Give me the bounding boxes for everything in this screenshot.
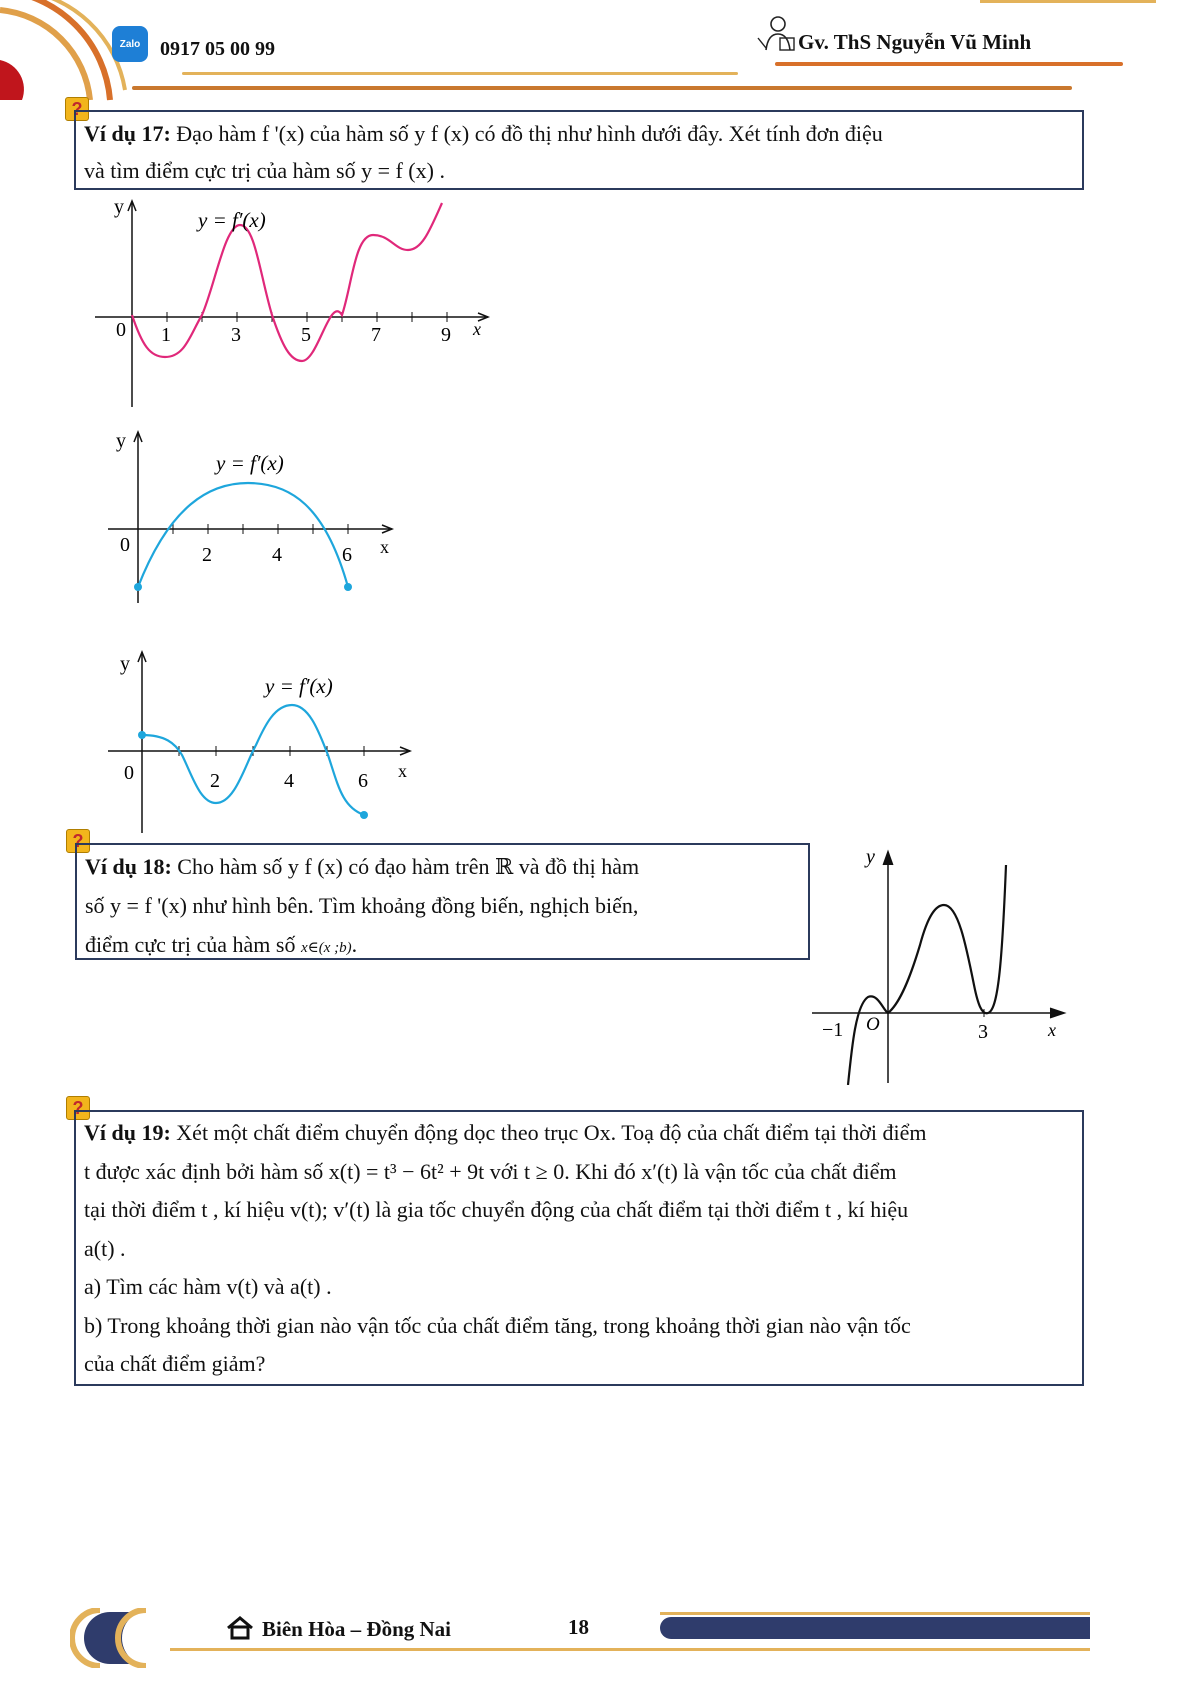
graph-4-y-arrow — [883, 851, 893, 865]
graph-3-title: y = f′(x) — [265, 674, 333, 698]
graph-3-endpoint-right — [360, 811, 368, 819]
graph-2-tick-6: 6 — [342, 544, 352, 566]
footer-location: Biên Hòa – Đồng Nai — [262, 1617, 452, 1641]
graph-2-endpoint-right — [344, 583, 352, 591]
example-19-line-3: tại thời điểm t , kí hiệu v(t); v′(t) là gia tốc chuyển động của chất điểm tại thời điểm t , kí hiệu — [84, 1197, 909, 1222]
example-18-line-3 — [85, 925, 800, 968]
graph-3-tick-4: 4 — [284, 770, 294, 792]
example-17-label: Ví dụ 17: — [84, 121, 171, 146]
graph-2-tick-4: 4 — [272, 544, 282, 566]
footer-rule — [170, 1648, 1090, 1651]
graph-4-tick-3: 3 — [978, 1021, 988, 1043]
phone-number: 0917 05 00 99 — [160, 38, 275, 60]
header-rule-right — [775, 62, 1123, 66]
example-19-line-6: b) Trong khoảng thời gian nào vận tốc của chất điểm tăng, trong khoảng thời gian nào vận tốc — [84, 1312, 911, 1338]
example-19-box — [74, 1110, 1084, 1386]
header-decoration — [0, 0, 130, 110]
footer-rule-top — [660, 1612, 1090, 1615]
example-18-box — [75, 843, 810, 960]
example-19-line-2: t được xác định bởi hàm số x(t) = t³ − 6t² + 9t với t ≥ 0. Khi đó x′(t) là vận tốc của chất điểm — [84, 1158, 897, 1184]
graph-4 — [808, 845, 1073, 1085]
teacher-icon — [756, 14, 796, 54]
zalo-icon: Zalo — [112, 26, 148, 62]
question-badge-19: ? — [66, 1096, 90, 1120]
graph-3-curve — [142, 705, 364, 815]
example-18-label: Ví dụ 18: — [85, 854, 172, 879]
example-18-period: . — [351, 932, 358, 957]
graph-3 — [100, 645, 420, 835]
graph-1-tick-5: 5 — [301, 324, 311, 346]
graph-3-endpoint-left — [138, 731, 146, 739]
author-name: Gv. ThS Nguyễn Vũ Minh — [798, 30, 1032, 54]
header-rule-left — [182, 72, 738, 75]
example-17-line-1 — [84, 114, 1074, 153]
graph-4-tick-neg1: −1 — [822, 1019, 844, 1041]
example-17-line-2: và tìm điểm cực trị của hàm số y = f (x) . — [84, 158, 445, 183]
graph-4-curve — [848, 865, 1006, 1085]
example-19-label: Ví dụ 19: — [84, 1120, 171, 1145]
graph-1-origin: 0 — [116, 319, 126, 341]
graph-2-x-label: x — [380, 537, 389, 557]
graph-3-tick-2: 2 — [210, 770, 220, 792]
graph-1-tick-1: 1 — [161, 324, 171, 346]
graph-2 — [100, 425, 410, 605]
example-18-line-1 — [85, 847, 800, 886]
graph-2-tick-2: 2 — [202, 544, 212, 566]
example-19-line-7: của chất điểm giảm? — [84, 1351, 266, 1376]
footer-decoration — [70, 1608, 180, 1668]
graph-4-origin: O — [866, 1014, 880, 1035]
graph-1-title: y = f′(x) — [198, 208, 266, 232]
example-19-text-1: Xét một chất điểm chuyển động dọc theo trục Ox. Toạ độ của chất điểm tại thời điểm — [176, 1120, 927, 1145]
graph-1 — [90, 195, 510, 410]
graph-2-endpoint-left — [134, 583, 142, 591]
example-18-text-1: Cho hàm số y f (x) có đạo hàm trên ℝ và đồ thị hàm — [177, 854, 640, 879]
home-icon — [226, 1616, 254, 1640]
example-19-line-1 — [84, 1114, 1074, 1153]
question-badge-18: ? — [66, 829, 90, 853]
graph-3-x-label: x — [398, 761, 407, 781]
example-18-text-3: điểm cực trị của hàm số — [85, 932, 296, 957]
graph-2-title: y = f′(x) — [216, 451, 284, 475]
graph-4-x-arrow — [1050, 1008, 1065, 1018]
example-19-line-5: a) Tìm các hàm v(t) và a(t) . — [84, 1274, 332, 1299]
header-rule-top — [980, 0, 1156, 3]
footer-bar — [660, 1617, 1090, 1639]
example-19-line-4: a(t) . — [84, 1235, 126, 1261]
graph-1-tick-3: 3 — [231, 324, 241, 346]
graph-2-y-label: y — [116, 430, 126, 452]
graph-3-y-label: y — [120, 653, 130, 675]
page-number: 18 — [568, 1615, 589, 1639]
graph-1-x-label: x — [473, 319, 481, 339]
graph-3-origin: 0 — [124, 762, 134, 784]
example-18-math: x∈(x ;b) — [300, 940, 352, 956]
header-rule-main — [132, 86, 1072, 90]
example-17-box — [74, 110, 1084, 190]
graph-2-origin: 0 — [120, 534, 130, 556]
graph-1-tick-9: 9 — [441, 324, 451, 346]
question-badge-17: ? — [65, 97, 89, 121]
graph-4-x-label: x — [1048, 1020, 1056, 1040]
example-18-line-2: số y = f '(x) như hình bên. Tìm khoảng đồng biến, nghịch biến, — [85, 893, 639, 918]
graph-1-y-label: y — [114, 196, 124, 218]
graph-3-tick-6: 6 — [358, 770, 368, 792]
graph-4-y-label: y — [866, 846, 875, 868]
graph-2-curve — [138, 483, 348, 587]
example-17-text-1: Đạo hàm f '(x) của hàm số y f (x) có đồ thị như hình dưới đây. Xét tính đơn điệu — [176, 121, 883, 146]
graph-1-tick-7: 7 — [371, 324, 381, 346]
graph-1-curve — [132, 203, 442, 361]
